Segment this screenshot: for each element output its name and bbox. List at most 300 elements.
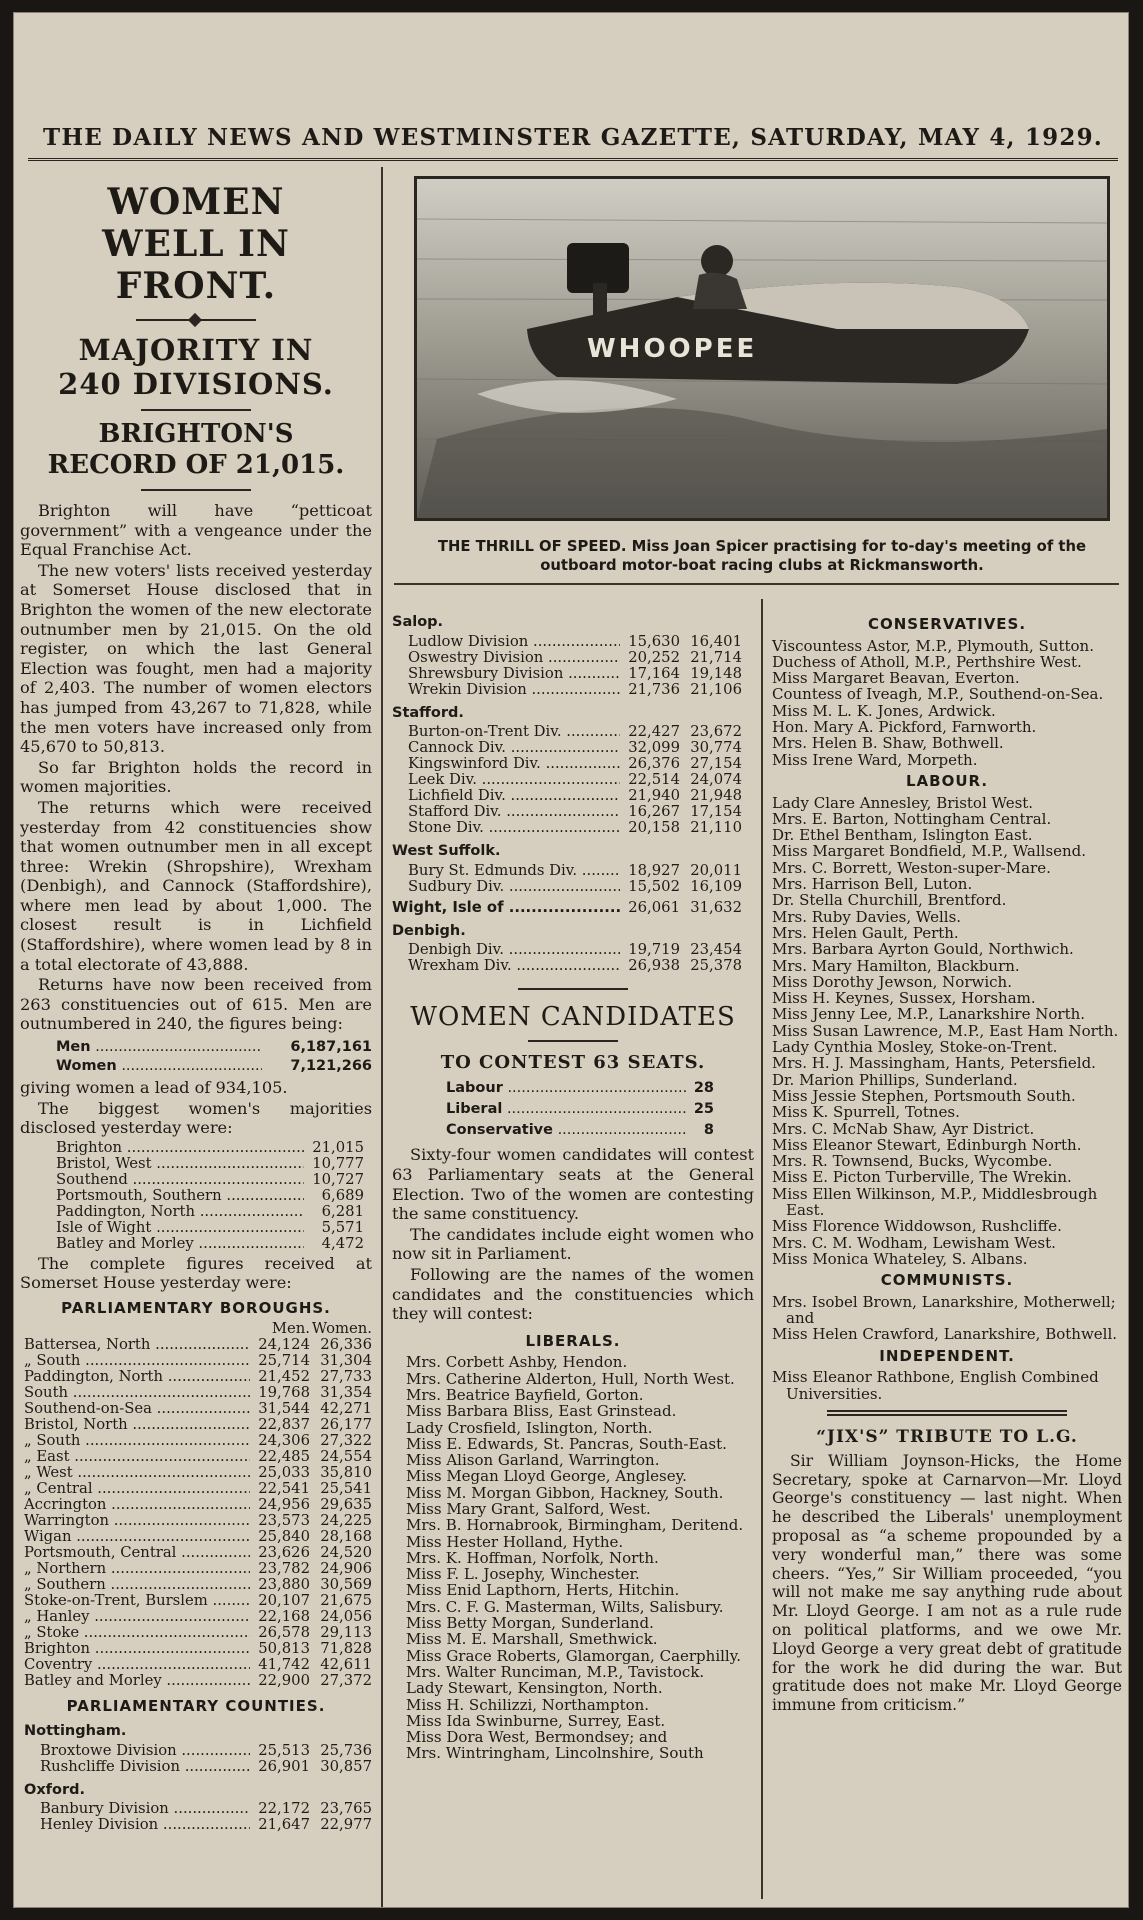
right-column [772, 611, 1122, 1716]
borough-row [24, 1609, 372, 1625]
biggest-intro: The biggest women's majorities disclosed yesterday were: [20, 1098, 372, 1138]
candidate-entry: Miss Barbara Bliss, East Grinstead. [406, 1402, 677, 1421]
division-name: Wrexham Div. ..... [408, 958, 620, 974]
party-label: Liberal ..... [446, 1099, 686, 1120]
women-value: 31,632 [690, 898, 742, 916]
majority-value: 4,472 [321, 1234, 364, 1252]
candidates-paragraph: Sixty-four women candidates will contest 63 Parliamentary seats at the General Election. Two of the women are contesting the same constituency. [392, 1145, 754, 1224]
row-name: Battersea, North ..... [24, 1337, 250, 1353]
speedboat-illustration [417, 179, 1107, 518]
men-value: 24,306 [258, 1431, 310, 1449]
division-name: Burton-on-Trent Div. ..... [408, 724, 620, 740]
women-candidates-subheading: TO CONTEST 63 SEATS. [440, 1052, 706, 1074]
newspaper-clipping [13, 12, 1129, 1908]
division-name: Ludlow Division ..... [408, 634, 620, 650]
men-value: 23,626 [258, 1543, 310, 1561]
borough-row [24, 1625, 372, 1641]
men-value: 21,940 [628, 787, 680, 805]
candidate-entry: Dr. Ethel Bentham, Islington East. [772, 826, 1033, 845]
women-value: 27,322 [320, 1431, 372, 1449]
men-value: 20,107 [258, 1591, 310, 1609]
borough-row [24, 1673, 372, 1689]
communists-heading: COMMUNISTS. [880, 1271, 1014, 1290]
conservatives-heading: CONSERVATIVES. [867, 615, 1027, 633]
party-counts [392, 1078, 754, 1141]
majority-row [56, 1140, 364, 1156]
borough-row [24, 1369, 372, 1385]
women-value: 24,520 [320, 1543, 372, 1561]
candidate-entry: Miss Monica Whateley, S. Albans. [772, 1249, 1028, 1268]
diamond-divider [136, 313, 256, 327]
majority-row [56, 1172, 364, 1188]
women-value: 35,810 [320, 1463, 372, 1481]
men-value: 19,768 [258, 1383, 310, 1401]
men-value: 21,452 [258, 1367, 310, 1385]
women-candidates-heading: WOMEN CANDIDATES [410, 1002, 736, 1033]
totals-table [20, 1038, 372, 1076]
candidate-entry: Mrs. Ruby Davies, Wells. [772, 907, 962, 926]
men-value: 22,168 [258, 1607, 310, 1625]
division-row [24, 1743, 372, 1759]
borough-row [24, 1401, 372, 1417]
division-name: Oswestry Division ..... [408, 650, 620, 666]
candidate-entry: Miss M. E. Marshall, Smethwick. [406, 1630, 658, 1649]
total-value: 6,187,161 [290, 1039, 372, 1056]
men-value: 23,880 [258, 1575, 310, 1593]
men-value: 31,544 [258, 1399, 310, 1417]
row-name: „ Southern ..... [24, 1577, 250, 1593]
candidate-entry: Mrs. C. F. G. Masterman, Wilts, Salisbury. [406, 1597, 724, 1616]
candidate-entry: Miss Irene Ward, Morpeth. [772, 750, 978, 769]
women-value: 23,454 [690, 941, 742, 959]
men-value: 26,938 [628, 957, 680, 975]
candidate-entry: Mrs. R. Townsend, Bucks, Wycombe. [772, 1152, 1053, 1171]
candidate-entry: Miss Jessie Stephen, Portsmouth South. [772, 1086, 1076, 1105]
column-rule-left [381, 167, 383, 1907]
boat-name-label: WHOOPEE [587, 334, 758, 364]
men-value: 22,514 [628, 771, 680, 789]
candidate-entry: Miss M. Morgan Gibbon, Hackney, South. [406, 1483, 724, 1502]
women-value: 20,011 [690, 861, 742, 879]
candidate-entry: Mrs. Wintringham, Lincolnshire, South [406, 1744, 704, 1763]
biggest-majorities-list [20, 1140, 372, 1252]
liberals-heading: LIBERALS. [525, 1331, 621, 1350]
middle-column [392, 607, 754, 1762]
men-value: 21,647 [258, 1816, 310, 1834]
women-value: 23,672 [690, 723, 742, 741]
candidate-entry: Mrs. Walter Runciman, M.P., Tavistock. [406, 1662, 705, 1681]
men-value: 22,485 [258, 1447, 310, 1465]
row-name: „ Central ..... [24, 1481, 250, 1497]
men-value: 23,782 [258, 1559, 310, 1577]
division-row [392, 788, 742, 804]
majority-row [56, 1188, 364, 1204]
candidate-entry: Miss E. Picton Turberville, The Wrekin. [772, 1168, 1072, 1187]
candidate-entry: Mrs. Mary Hamilton, Blackburn. [772, 956, 1020, 975]
independent-heading: INDEPENDENT. [879, 1346, 1015, 1365]
row-name: „ Stoke ..... [24, 1625, 250, 1641]
men-value: 15,630 [628, 632, 680, 650]
candidate-entry: Mrs. E. Barton, Nottingham Central. [772, 809, 1052, 828]
row-name: Bristol, North ..... [24, 1417, 250, 1433]
borough-row [24, 1561, 372, 1577]
men-value: 22,900 [258, 1671, 310, 1689]
division-name: Henley Division ..... [40, 1817, 250, 1833]
women-value: 27,154 [690, 755, 742, 773]
party-label: Labour ..... [446, 1078, 686, 1099]
candidate-entry: Mrs. B. Hornabrook, Birmingham, Deritend. [406, 1516, 744, 1535]
majority-value: 5,571 [321, 1218, 364, 1236]
men-value: 50,813 [258, 1639, 310, 1657]
candidate-entry: Mrs. Catherine Alderton, Hull, North West. [406, 1369, 735, 1388]
complete-intro: The complete figures received at Somerset House yesterday were: [20, 1253, 372, 1293]
county-name: Nottingham. [24, 1723, 127, 1740]
candidate-entry: Mrs. Harrison Bell, Luton. [772, 875, 973, 894]
men-value: 25,840 [258, 1527, 310, 1545]
division-row [392, 958, 742, 974]
women-value: 27,733 [320, 1367, 372, 1385]
candidate-entry: Miss E. Edwards, St. Pancras, South-East. [406, 1434, 727, 1453]
men-value: 25,714 [258, 1351, 310, 1369]
boroughs-table [20, 1337, 372, 1689]
women-value: 25,378 [690, 957, 742, 975]
candidate-entry: Mrs. C. McNab Shaw, Ayr District. [772, 1119, 1035, 1138]
division-name: Sudbury Div. ..... [408, 879, 620, 895]
candidate-entry: Countess of Iveagh, M.P., Southend-on-Sea. [772, 685, 1104, 704]
candidate-entry: Dr. Stella Churchill, Brentford. [772, 891, 1007, 910]
men-value: 15,502 [628, 877, 680, 895]
men-value: 26,061 [628, 898, 680, 916]
row-name: Stoke-on-Trent, Burslem ..... [24, 1593, 250, 1609]
borough-row [24, 1449, 372, 1465]
row-name: „ Hanley ..... [24, 1609, 250, 1625]
men-value: 32,099 [628, 739, 680, 757]
men-value: 22,427 [628, 723, 680, 741]
row-name: Southend-on-Sea ..... [24, 1401, 250, 1417]
borough-row [24, 1545, 372, 1561]
article-paragraph: The new voters' lists received yesterday at Somerset House disclosed that in Brighton the women of the new electorate outnumber men by 21,015. On the old register, on which the last General Election was fought, men had a majority of 2,403. The number of women electors has jumped from 43,267 to 71,828, while the men voters have increased only from 45,670 to 50,813. [20, 560, 372, 757]
majority-value: 21,015 [312, 1138, 364, 1156]
women-value: 42,611 [320, 1655, 372, 1673]
jix-paragraph: Sir William Joynson-Hicks, the Home Secretary, spoke at Carnarvon—Mr. Lloyd George's constituency — last night. When he described the Liberals' unemployment proposal as “a scheme propounded by a very wonderful man,” there was some cheers. “Yes,” Sir William proceeded, “you will not make me say anything rude about Mr. Lloyd George. I am not as a rule rude on political platforms, and we owe Mr. Lloyd George a very great debt of gratitude for the work he did during the war. But gratitude does not make Mr. Lloyd George immune from criticism.” [772, 1451, 1122, 1715]
majority-row [56, 1236, 364, 1252]
candidate-entry: Miss Betty Morgan, Sunderland. [406, 1614, 654, 1633]
division-row [392, 682, 742, 698]
row-name: Warrington ..... [24, 1513, 250, 1529]
borough-row [24, 1513, 372, 1529]
party-value: 25 [693, 1101, 714, 1118]
division-row [392, 942, 742, 958]
row-name: Batley and Morley ..... [24, 1673, 250, 1689]
candidate-entry: Miss Hester Holland, Hythe. [406, 1532, 624, 1551]
row-name: South ..... [24, 1385, 250, 1401]
men-value: 24,956 [258, 1495, 310, 1513]
men-column-header: Men. [271, 1319, 310, 1337]
candidate-entry: Miss Enid Lapthorn, Herts, Hitchin. [406, 1581, 680, 1600]
candidate-entry: Miss M. L. K. Jones, Ardwick. [772, 701, 996, 720]
candidate-entry: Miss Eleanor Rathbone, English Combined Universities. [772, 1368, 1099, 1403]
candidate-entry: Mrs. Helen Gault, Perth. [772, 923, 959, 942]
borough-row [24, 1433, 372, 1449]
women-value: 22,977 [320, 1816, 372, 1834]
men-value: 17,164 [628, 664, 680, 682]
county-name: Wight, Isle of ..... [392, 900, 620, 916]
division-row [392, 879, 742, 895]
women-value: 21,675 [320, 1591, 372, 1609]
row-name: „ West ..... [24, 1465, 250, 1481]
photo-bottom-rule [394, 583, 1119, 585]
division-row [392, 863, 742, 879]
candidate-entry: Lady Stewart, Kensington, North. [406, 1679, 663, 1698]
candidate-entry: Mrs. C. M. Wodham, Lewisham West. [772, 1233, 1056, 1252]
division-row [392, 634, 742, 650]
men-value: 22,172 [258, 1800, 310, 1818]
women-value: 24,906 [320, 1559, 372, 1577]
division-name: Stafford Div. ..... [408, 804, 620, 820]
women-value: 30,774 [690, 739, 742, 757]
majority-value: 10,727 [312, 1170, 364, 1188]
party-count-row [392, 1078, 754, 1099]
liberals-list [392, 1354, 754, 1761]
labour-heading: LABOUR. [905, 771, 989, 790]
men-value: 25,033 [258, 1463, 310, 1481]
men-value: 18,927 [628, 861, 680, 879]
headline-third: BRIGHTON'S RECORD OF 21,015. [47, 419, 345, 480]
majority-value: 6,281 [321, 1202, 364, 1220]
men-value: 21,736 [628, 680, 680, 698]
women-value: 29,113 [320, 1623, 372, 1641]
candidate-entry: Miss Jenny Lee, M.P., Lanarkshire North. [772, 1005, 1086, 1024]
division-row [392, 666, 742, 682]
candidate-entry: Miss Grace Roberts, Glamorgan, Caerphilly. [406, 1646, 741, 1665]
women-value: 19,148 [690, 664, 742, 682]
candidate-entry: Miss Mary Grant, Salford, West. [406, 1499, 651, 1518]
total-label: Women ..... [56, 1057, 262, 1076]
masthead: THE DAILY NEWS AND WESTMINSTER GAZETTE, SATURDAY, MAY 4, 1929. [28, 115, 1118, 161]
candidate-entry: Miss H. Keynes, Sussex, Horsham. [772, 989, 1036, 1008]
constituency-name: Paddington, North ..... [56, 1204, 304, 1220]
candidate-entry: Mrs. Barbara Ayrton Gould, Northwich. [772, 940, 1074, 959]
women-value: 28,168 [320, 1527, 372, 1545]
women-value: 17,154 [690, 803, 742, 821]
division-row [392, 724, 742, 740]
men-value: 22,837 [258, 1415, 310, 1433]
borough-row [24, 1657, 372, 1673]
division-row [392, 804, 742, 820]
counties-continued-table [392, 613, 754, 974]
divider [518, 988, 628, 990]
county-name: Salop. [392, 614, 444, 630]
division-name: Kingswinford Div. ..... [408, 756, 620, 772]
women-value: 16,401 [690, 632, 742, 650]
women-value: 26,177 [320, 1415, 372, 1433]
division-name: Bury St. Edmunds Div. ..... [408, 863, 620, 879]
candidates-paragraph: Following are the names of the women candidates and the constituencies which they will contest: [392, 1264, 754, 1324]
candidate-entry: Miss Florence Widdowson, Rushcliffe. [772, 1217, 1062, 1236]
candidate-entry: Duchess of Atholl, M.P., Perthshire West. [772, 652, 1082, 671]
constituency-name: Batley and Morley ..... [56, 1236, 304, 1252]
party-value: 28 [693, 1080, 714, 1097]
party-label: Conservative ..... [446, 1120, 686, 1141]
column-headers [20, 1321, 372, 1337]
candidate-entry: Miss Margaret Beavan, Everton. [772, 669, 1020, 688]
women-column-header: Women. [311, 1319, 372, 1337]
candidate-entry: Miss F. L. Josephy, Winchester. [406, 1565, 640, 1584]
women-value: 24,056 [320, 1607, 372, 1625]
lead-text: giving women a lead of 934,105. [20, 1078, 288, 1098]
women-value: 21,714 [690, 648, 742, 666]
candidate-entry: Miss Ida Swinburne, Surrey, East. [406, 1711, 666, 1730]
borough-row [24, 1465, 372, 1481]
divider [141, 489, 251, 491]
women-value: 31,304 [320, 1351, 372, 1369]
women-value: 21,110 [690, 819, 742, 837]
borough-row [24, 1353, 372, 1369]
candidate-entry: Mrs. H. J. Massingham, Hants, Petersfield. [772, 1054, 1096, 1073]
women-value: 29,635 [320, 1495, 372, 1513]
division-name: Broxtowe Division ..... [40, 1743, 250, 1759]
women-value: 16,109 [690, 877, 742, 895]
county-row [392, 900, 742, 916]
borough-row [24, 1577, 372, 1593]
majority-value: 10,777 [312, 1154, 364, 1172]
majority-row [56, 1204, 364, 1220]
candidate-entry: Miss Helen Crawford, Lanarkshire, Bothwell. [772, 1325, 1118, 1344]
candidate-entry: Mrs. Corbett Ashby, Hendon. [406, 1353, 628, 1372]
women-value: 25,736 [320, 1741, 372, 1759]
candidate-entry: Miss Alison Garland, Warrington. [406, 1451, 660, 1470]
county-name: Denbigh. [392, 922, 466, 939]
party-count-row [392, 1120, 754, 1141]
divider [141, 409, 251, 411]
constituency-name: Bristol, West ..... [56, 1156, 304, 1172]
candidate-entry: Miss Margaret Bondfield, M.P., Wallsend. [772, 842, 1087, 861]
women-value: 21,106 [690, 680, 742, 698]
double-rule [827, 1410, 1067, 1416]
women-value: 31,354 [320, 1383, 372, 1401]
candidate-entry: Mrs. Isobel Brown, Lanarkshire, Motherwell; and [772, 1292, 1116, 1328]
majority-value: 6,689 [321, 1186, 364, 1204]
county-name: Oxford. [24, 1781, 85, 1798]
men-value: 26,901 [258, 1757, 310, 1775]
county-name: Stafford. [392, 704, 464, 721]
headline-sub: MAJORITY IN 240 DIVISIONS. [58, 333, 334, 401]
candidate-entry: Dr. Marion Phillips, Sunderland. [772, 1070, 1018, 1089]
candidate-entry: Miss Dorothy Jewson, Norwich. [772, 972, 1012, 991]
candidate-entry: Miss Ellen Wilkinson, M.P., Middlesbrough East. [772, 1184, 1098, 1219]
division-name: Cannock Div. ..... [408, 740, 620, 756]
borough-row [24, 1497, 372, 1513]
division-row [392, 772, 742, 788]
row-name: Accrington ..... [24, 1497, 250, 1513]
candidate-entry: Mrs. Beatrice Bayfield, Gorton. [406, 1385, 644, 1404]
majority-row [56, 1220, 364, 1236]
candidate-entry: Miss Eleanor Stewart, Edinburgh North. [772, 1135, 1082, 1154]
article-paragraph: Brighton will have “petticoat government” with a vengeance under the Equal Franchise Act. [20, 501, 372, 560]
communists-list [772, 1294, 1122, 1343]
row-name: Paddington, North ..... [24, 1369, 250, 1385]
men-value: 19,719 [628, 941, 680, 959]
division-name: Stone Div. ..... [408, 820, 620, 836]
men-value: 24,124 [258, 1335, 310, 1353]
men-value: 20,158 [628, 819, 680, 837]
division-name: Lichfield Div. ..... [408, 788, 620, 804]
candidate-entry: Miss K. Spurrell, Totnes. [772, 1103, 960, 1122]
women-value: 27,372 [320, 1671, 372, 1689]
row-name: Wigan ..... [24, 1529, 250, 1545]
women-value: 24,554 [320, 1447, 372, 1465]
column-rule-right [761, 599, 763, 1899]
counties-heading: PARLIAMENTARY COUNTIES. [66, 1696, 326, 1715]
party-count-row [392, 1099, 754, 1120]
jix-heading: “JIX'S” TRIBUTE TO L.G. [816, 1426, 1078, 1447]
candidate-entry: Viscountess Astor, M.P., Plymouth, Sutton. [772, 636, 1094, 655]
division-row [24, 1817, 372, 1833]
borough-row [24, 1529, 372, 1545]
women-value: 24,225 [320, 1511, 372, 1529]
women-value: 25,541 [320, 1479, 372, 1497]
women-value: 42,271 [320, 1399, 372, 1417]
division-row [392, 650, 742, 666]
division-name: Denbigh Div. ..... [408, 942, 620, 958]
constituency-name: Brighton ..... [56, 1140, 304, 1156]
men-value: 23,573 [258, 1511, 310, 1529]
borough-row [24, 1593, 372, 1609]
men-value: 41,742 [258, 1655, 310, 1673]
candidate-entry: Mrs. C. Borrett, Weston-super-Mare. [772, 858, 1051, 877]
candidate-entry: Miss Megan Lloyd George, Anglesey. [406, 1467, 687, 1486]
labour-list [772, 795, 1122, 1268]
women-value: 71,828 [320, 1639, 372, 1657]
counties-table [20, 1722, 372, 1833]
candidate-entry: Lady Clare Annesley, Bristol West. [772, 793, 1034, 812]
constituency-name: Southend ..... [56, 1172, 304, 1188]
division-name: Leek Div. ..... [408, 772, 620, 788]
row-name: „ Northern ..... [24, 1561, 250, 1577]
women-candidates-body [392, 1145, 754, 1323]
men-value: 22,541 [258, 1479, 310, 1497]
division-name: Shrewsbury Division ..... [408, 666, 620, 682]
row-name: „ South ..... [24, 1353, 250, 1369]
article-paragraph: The returns which were received yesterday from 42 constituencies show that women outnumber men in all except three: Wrekin (Shropshire), Wrexham (Denbigh), and Cannock (Staffordshire), where men lead by about 1,000. The closest result is in Lichfield (Staffordshire), where women lead by 8 in a total electorate of 43,888. [20, 797, 372, 974]
majority-row [56, 1156, 364, 1172]
women-value: 30,569 [320, 1575, 372, 1593]
division-row [24, 1801, 372, 1817]
total-label: Men ..... [56, 1038, 262, 1057]
row-name: Coventry ..... [24, 1657, 250, 1673]
women-value: 23,765 [320, 1800, 372, 1818]
candidate-entry: Miss Susan Lawrence, M.P., East Ham North. [772, 1021, 1119, 1040]
division-row [392, 820, 742, 836]
article-paragraph: So far Brighton holds the record in women majorities. [20, 757, 372, 797]
borough-row [24, 1417, 372, 1433]
division-row [392, 756, 742, 772]
division-row [24, 1759, 372, 1775]
candidate-entry: Lady Cynthia Mosley, Stoke-on-Trent. [772, 1038, 1058, 1057]
division-name: Wrekin Division ..... [408, 682, 620, 698]
division-name: Banbury Division ..... [40, 1801, 250, 1817]
independent-list [772, 1369, 1122, 1402]
constituency-name: Isle of Wight ..... [56, 1220, 304, 1236]
candidate-entry: Mrs. K. Hoffman, Norfolk, North. [406, 1548, 659, 1567]
women-value: 24,074 [690, 771, 742, 789]
women-value: 26,336 [320, 1335, 372, 1353]
borough-row [24, 1641, 372, 1657]
total-value: 7,121,266 [290, 1058, 372, 1075]
left-column [20, 181, 372, 1833]
candidate-entry: Mrs. Helen B. Shaw, Bothwell. [772, 734, 1004, 753]
row-name: „ South ..... [24, 1433, 250, 1449]
